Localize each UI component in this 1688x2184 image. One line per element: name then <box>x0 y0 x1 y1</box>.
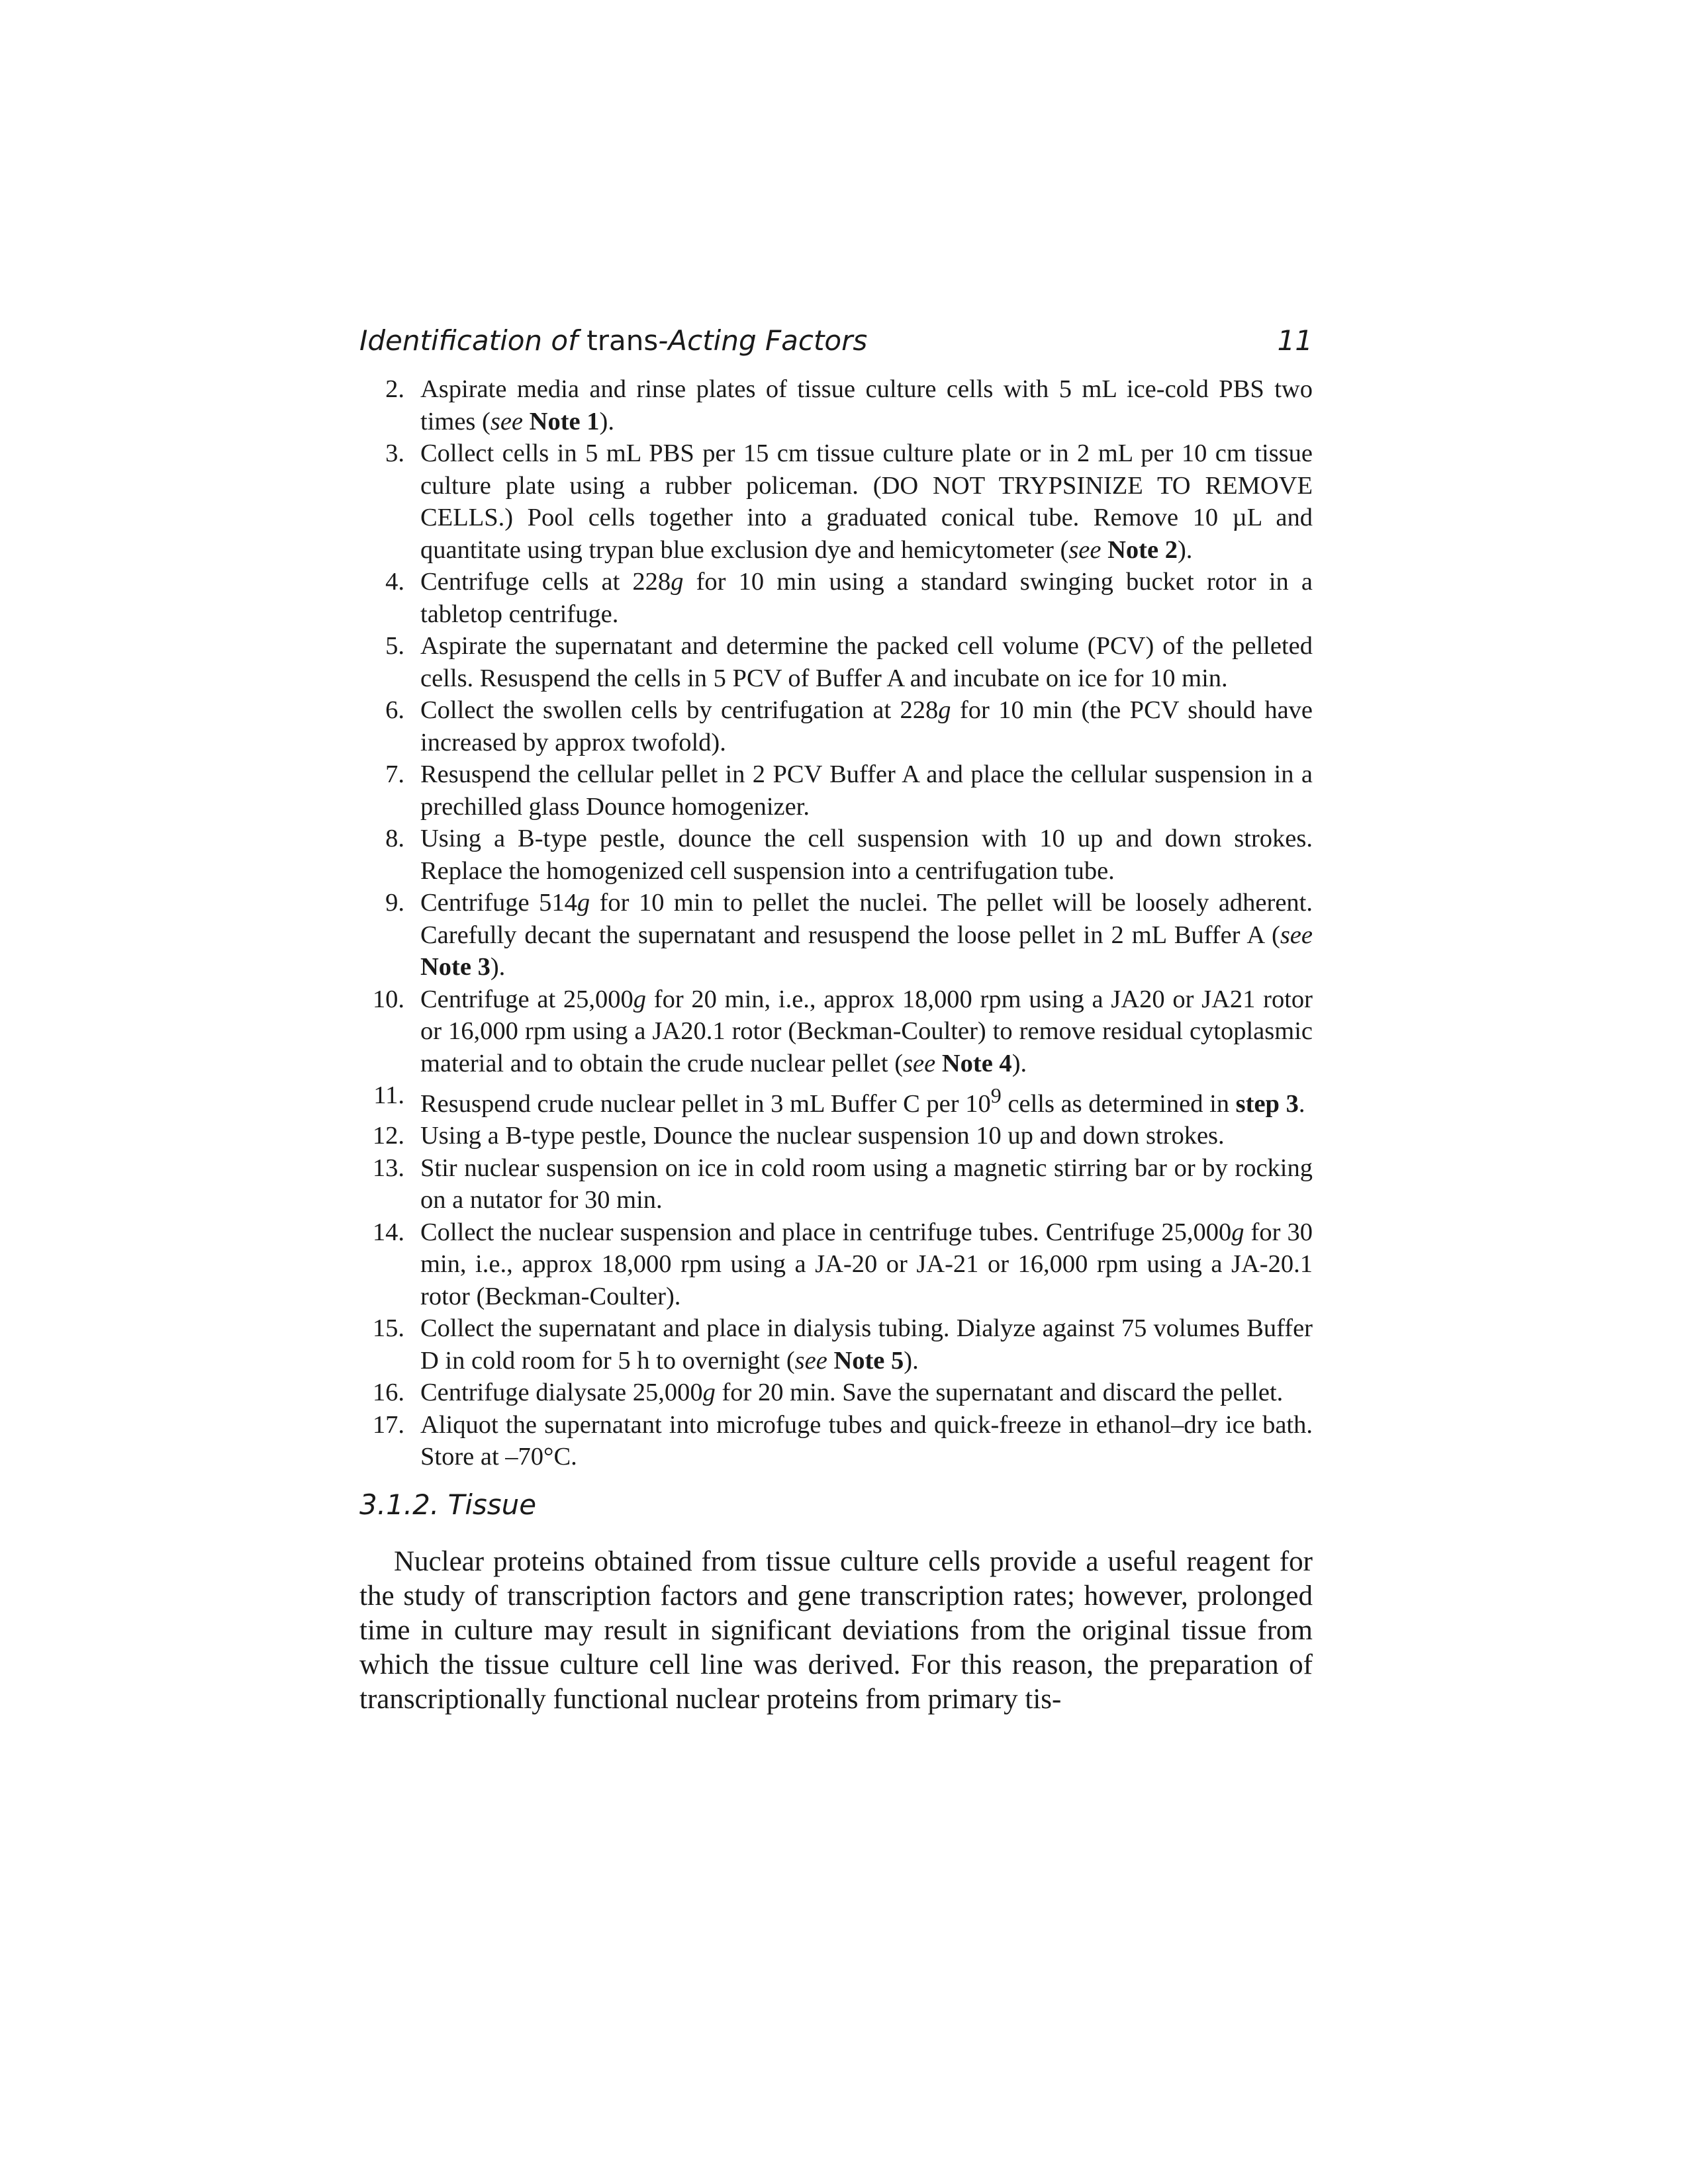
section-heading: 3.1.2. Tissue <box>359 1488 537 1521</box>
page-number: 11 <box>1277 324 1313 357</box>
document-page <box>359 318 1313 1717</box>
running-head <box>359 318 1313 364</box>
list-item: 10. Centrifuge at 25,000g for 20 min, i.e., approx 18,000 rpm using a JA20 or JA21 rotor or 16,000 rpm using a JA20.1 rotor (Beckman-Coulter) to remove residual cytoplasmic material and to obtain the crude nuclear pellet (see Note 4). <box>372 985 1313 1077</box>
list-item: 12. Using a B-type pestle, Dounce the nuclear suspension 10 up and down strokes. <box>372 1122 1225 1150</box>
list-item: 8. Using a B-type pestle, dounce the cell suspension with 10 up and down strokes. Replace the homogenized cell suspension into a centrifugation tube. <box>385 825 1313 885</box>
list-item: 17. Aliquot the supernatant into microfuge tubes and quick-freeze in ethanol–dry ice bath. Store at –70°C. <box>372 1410 1313 1471</box>
protocol-steps-list <box>359 373 1313 1473</box>
body-paragraph: Nuclear proteins obtained from tissue culture cells provide a useful reagent for the study of transcription factors and gene transcription rates; however, prolonged time in culture may result in significant deviations from the original tissue from which the tissue culture cell line was derived. For this reason, the preparation of transcriptionally functional nuclear proteins from primary tis- <box>359 1545 1313 1715</box>
list-item: 15. Collect the supernatant and place in dialysis tubing. Dialyze against 75 volumes Buffer D in cold room for 5 h to overnight (see Note 5). <box>372 1314 1313 1375</box>
list-item: 6. Collect the swollen cells by centrifugation at 228g for 10 min (the PCV should have increased by approx twofold). <box>385 696 1313 756</box>
list-item: 3. Collect cells in 5 mL PBS per 15 cm tissue culture plate or in 2 mL per 10 cm tissue culture plate using a rubber policeman. (DO NOT TRYPSINIZE TO REMOVE CELLS.) Pool cells together into a graduated conical tube. Remove 10 µL and quantitate using trypan blue exclusion dye and hemicytometer (see Note 2). <box>385 439 1313 564</box>
list-item: 5. Aspirate the supernatant and determine the packed cell volume (PCV) of the pelleted cells. Resuspend the cells in 5 PCV of Buffer A and incubate on ice for 10 min. <box>385 632 1313 692</box>
list-item: 11. Resuspend crude nuclear pellet in 3 mL Buffer C per $10^9$ cells as determined in step 3. <box>373 1081 1305 1118</box>
list-item: 13. Stir nuclear suspension on ice in cold room using a magnetic stirring bar or by rocking on a nutator for 30 min. <box>372 1154 1313 1214</box>
list-item: 2. Aspirate media and rinse plates of tissue culture cells with 5 mL ice-cold PBS two times (see Note 1). <box>385 375 1313 435</box>
running-head-title: Identification of trans-Acting Factors <box>359 324 868 357</box>
list-item: 16. Centrifuge dialysate 25,000g for 20 min. Save the supernatant and discard the pellet. <box>372 1379 1284 1407</box>
list-item: 7. Resuspend the cellular pellet in 2 PCV Buffer A and place the cellular suspension in a prechilled glass Dounce homogenizer. <box>385 760 1313 821</box>
list-item: 14. Collect the nuclear suspension and place in centrifuge tubes. Centrifuge 25,000g for 30 min, i.e., approx 18,000 rpm using a JA-20 or JA-21 or 16,000 rpm using a JA-20.1 rotor (Beckman-Coulter). <box>372 1218 1313 1310</box>
list-item: 9. Centrifuge 514g for 10 min to pellet the nuclei. The pellet will be loosely adherent. Carefully decant the supernatant and resuspend the loose pellet in 2 mL Buffer A (see Note 3). <box>385 889 1313 981</box>
list-item: 4. Centrifuge cells at 228g for 10 min using a standard swinging bucket rotor in a tabletop centrifuge. <box>385 568 1313 628</box>
